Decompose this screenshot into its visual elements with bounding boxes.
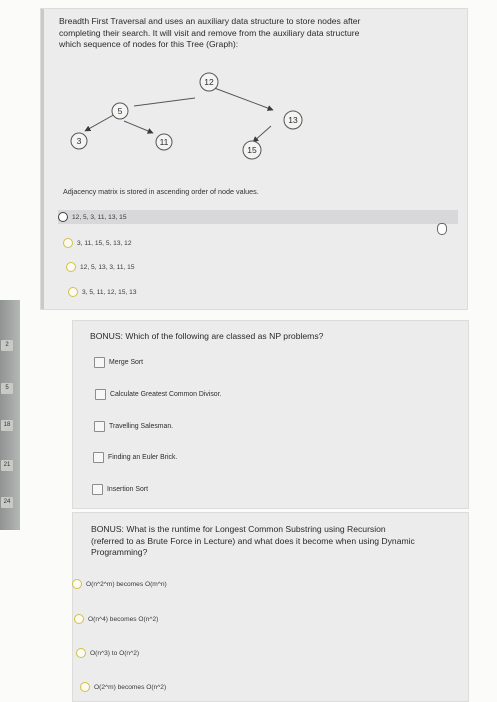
checkbox[interactable] [92,484,103,495]
answer-option[interactable] [68,285,137,299]
question-text: BONUS: Which of the following are classed as NP problems? [90,331,324,341]
answer-option[interactable] [74,612,158,626]
option-label: Merge Sort [109,358,144,366]
radio-button[interactable] [76,648,86,658]
answer-option[interactable] [80,680,166,694]
answer-option[interactable] [66,260,135,274]
radio-button[interactable] [58,212,68,222]
tree-node-12 [200,73,218,91]
option-label: 12, 5, 3, 11, 13, 15 [72,213,127,221]
question-number[interactable]: 24 [1,497,13,508]
answer-option[interactable] [93,450,177,464]
radio-button[interactable] [63,238,73,248]
tree-edge [124,121,153,133]
answer-option[interactable] [63,236,132,250]
node-label: 5 [117,106,123,116]
node-label: 15 [247,145,257,155]
node-label: 11 [159,137,169,147]
tree-node-15 [243,141,261,159]
question-number-strip [0,300,20,530]
radio-button[interactable] [72,579,82,589]
option-label: O(n^4) becomes O(n^2) [88,615,159,623]
answer-option[interactable] [72,577,167,591]
question-number[interactable]: 21 [1,460,13,471]
radio-button[interactable] [74,614,84,624]
checkbox[interactable] [94,421,105,432]
node-label: 3 [76,136,82,146]
checkbox[interactable] [93,452,104,463]
option-label: Finding an Euler Brick. [108,453,178,461]
question-number[interactable]: 5 [1,383,13,394]
radio-button[interactable] [66,262,76,272]
question-number[interactable]: 18 [1,420,13,431]
tree-edge [253,126,271,142]
option-label: O(n^2^m) becomes O(m^n) [86,580,167,588]
option-label: O(2^m) becomes O(n^2) [94,683,167,691]
answer-option[interactable] [76,646,139,660]
question-text: BONUS: What is the runtime for Longest Common Substring using Recursion (referred to as Brute Force in Lecture) and what does it become when using Dynamic Programming? [91,524,415,557]
question-card-lcs-runtime [72,512,469,702]
question-text: Breadth First Traversal and uses an auxiliary data structure to store nodes after completing their search. It will visit and remove from the auxiliary data structure which sequence of nodes for this Tree (Graph): [59,16,361,49]
tree-node-3 [71,133,87,149]
radio-button[interactable] [68,287,78,297]
tree-edge [209,86,273,110]
tree-node-11 [156,134,172,150]
answer-option[interactable] [94,419,173,433]
tree-node-13 [284,111,302,129]
node-label: 13 [288,115,298,125]
checkbox[interactable] [94,357,105,368]
option-label: 3, 5, 11, 12, 15, 13 [82,288,137,296]
answer-option[interactable] [94,355,143,369]
tree-edge [134,98,195,106]
tree-node-5 [112,103,128,119]
tree-edge [85,113,117,131]
option-label: Calculate Greatest Common Divisor. [110,390,222,398]
pointer-cursor-icon [437,223,447,235]
answer-option[interactable] [92,482,148,496]
radio-button[interactable] [80,682,90,692]
question-card-np [72,320,469,509]
adjacency-note: Adjacency matrix is stored in ascending order of node values. [63,187,259,196]
checkbox[interactable] [95,389,106,400]
node-label: 12 [204,77,214,87]
option-label: O(n^3) to O(n^2) [90,649,140,657]
option-label: Travelling Salesman. [109,422,174,430]
answer-option[interactable] [95,387,221,401]
option-label: Insertion Sort [107,485,148,493]
tree-diagram [41,9,467,179]
answer-option[interactable] [58,210,458,224]
question-card-bfs [40,8,468,310]
question-number[interactable]: 2 [1,340,13,351]
option-label: 3, 11, 15, 5, 13, 12 [77,239,132,247]
option-label: 12, 5, 13, 3, 11, 15 [80,263,135,271]
